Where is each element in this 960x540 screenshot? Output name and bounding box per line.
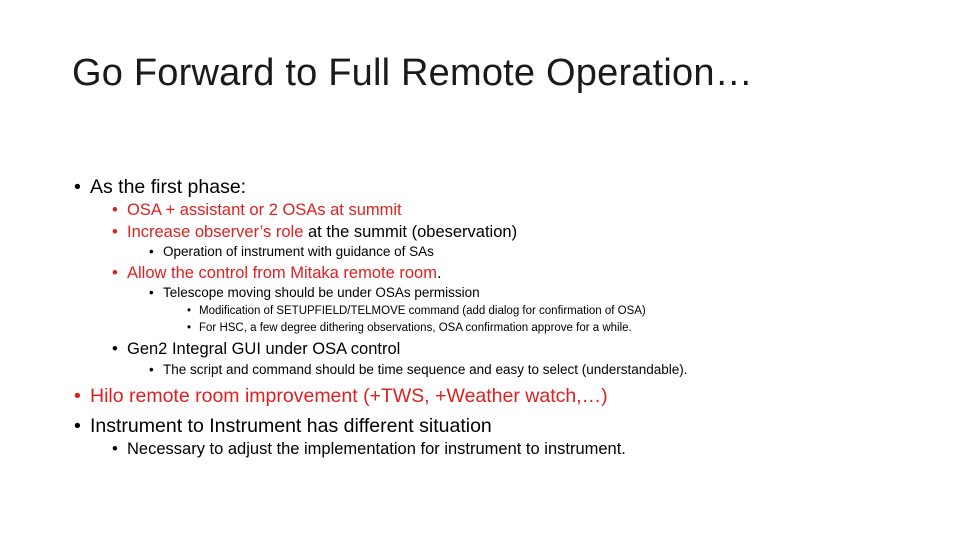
bullet-icon: • (149, 244, 154, 259)
bullet-text: For HSC, a few degree dithering observations, OSA confirmation approve for a while. (199, 322, 632, 334)
bullet-icon: • (112, 201, 118, 219)
bullet-item (112, 264, 442, 282)
bullet-icon: • (74, 415, 81, 437)
bullet-text: Instrument to Instrument has different situation (90, 415, 492, 437)
bullet-text: at the summit (obeservation) (307, 223, 518, 241)
bullet-item (112, 223, 518, 241)
bullet-icon: • (112, 264, 118, 282)
bullet-text: As the first phase: (90, 176, 247, 198)
bullet-item (112, 440, 626, 458)
bullet-item (149, 285, 480, 300)
bullet-text: Modification of SETUPFIELD/TELMOVE command (add dialog for confirmation of OSA) (199, 305, 646, 317)
bullet-text-highlight: Allow the control from Mitaka remote room (127, 264, 437, 282)
bullet-item (112, 201, 402, 219)
bullet-text-highlight: Increase observer’s role (127, 223, 308, 241)
bullet-item (74, 385, 608, 407)
bullet-item (112, 340, 401, 358)
bullet-icon: • (74, 176, 81, 198)
bullet-text: Gen2 Integral GUI under OSA control (127, 340, 401, 358)
bullet-icon: • (74, 385, 81, 407)
bullet-item (187, 322, 632, 335)
bullet-icon: • (112, 223, 118, 241)
slide-title: Go Forward to Full Remote Operation… (72, 52, 753, 94)
bullet-text: . (436, 264, 442, 282)
bullet-icon: • (112, 340, 118, 358)
bullet-text: Hilo remote room improvement (+TWS, +Weather watch,…) (90, 385, 608, 407)
bullet-text: Necessary to adjust the implementation for instrument to instrument. (127, 440, 626, 458)
bullet-text: The script and command should be time sequence and easy to select (understandable). (163, 362, 688, 377)
bullet-icon: • (149, 362, 154, 377)
bullet-icon: • (187, 322, 192, 334)
bullet-text: Operation of instrument with guidance of SAs (163, 244, 434, 259)
bullet-text: OSA + assistant or 2 OSAs at summit (127, 201, 402, 219)
bullet-item (149, 244, 434, 259)
bullet-icon: • (112, 440, 118, 458)
bullet-item (187, 305, 646, 318)
bullet-item (74, 415, 492, 437)
bullet-text: Telescope moving should be under OSAs permission (163, 285, 480, 300)
bullet-icon: • (149, 285, 154, 300)
bullet-item (149, 362, 688, 377)
bullet-item (74, 176, 247, 198)
bullet-icon: • (187, 305, 192, 317)
